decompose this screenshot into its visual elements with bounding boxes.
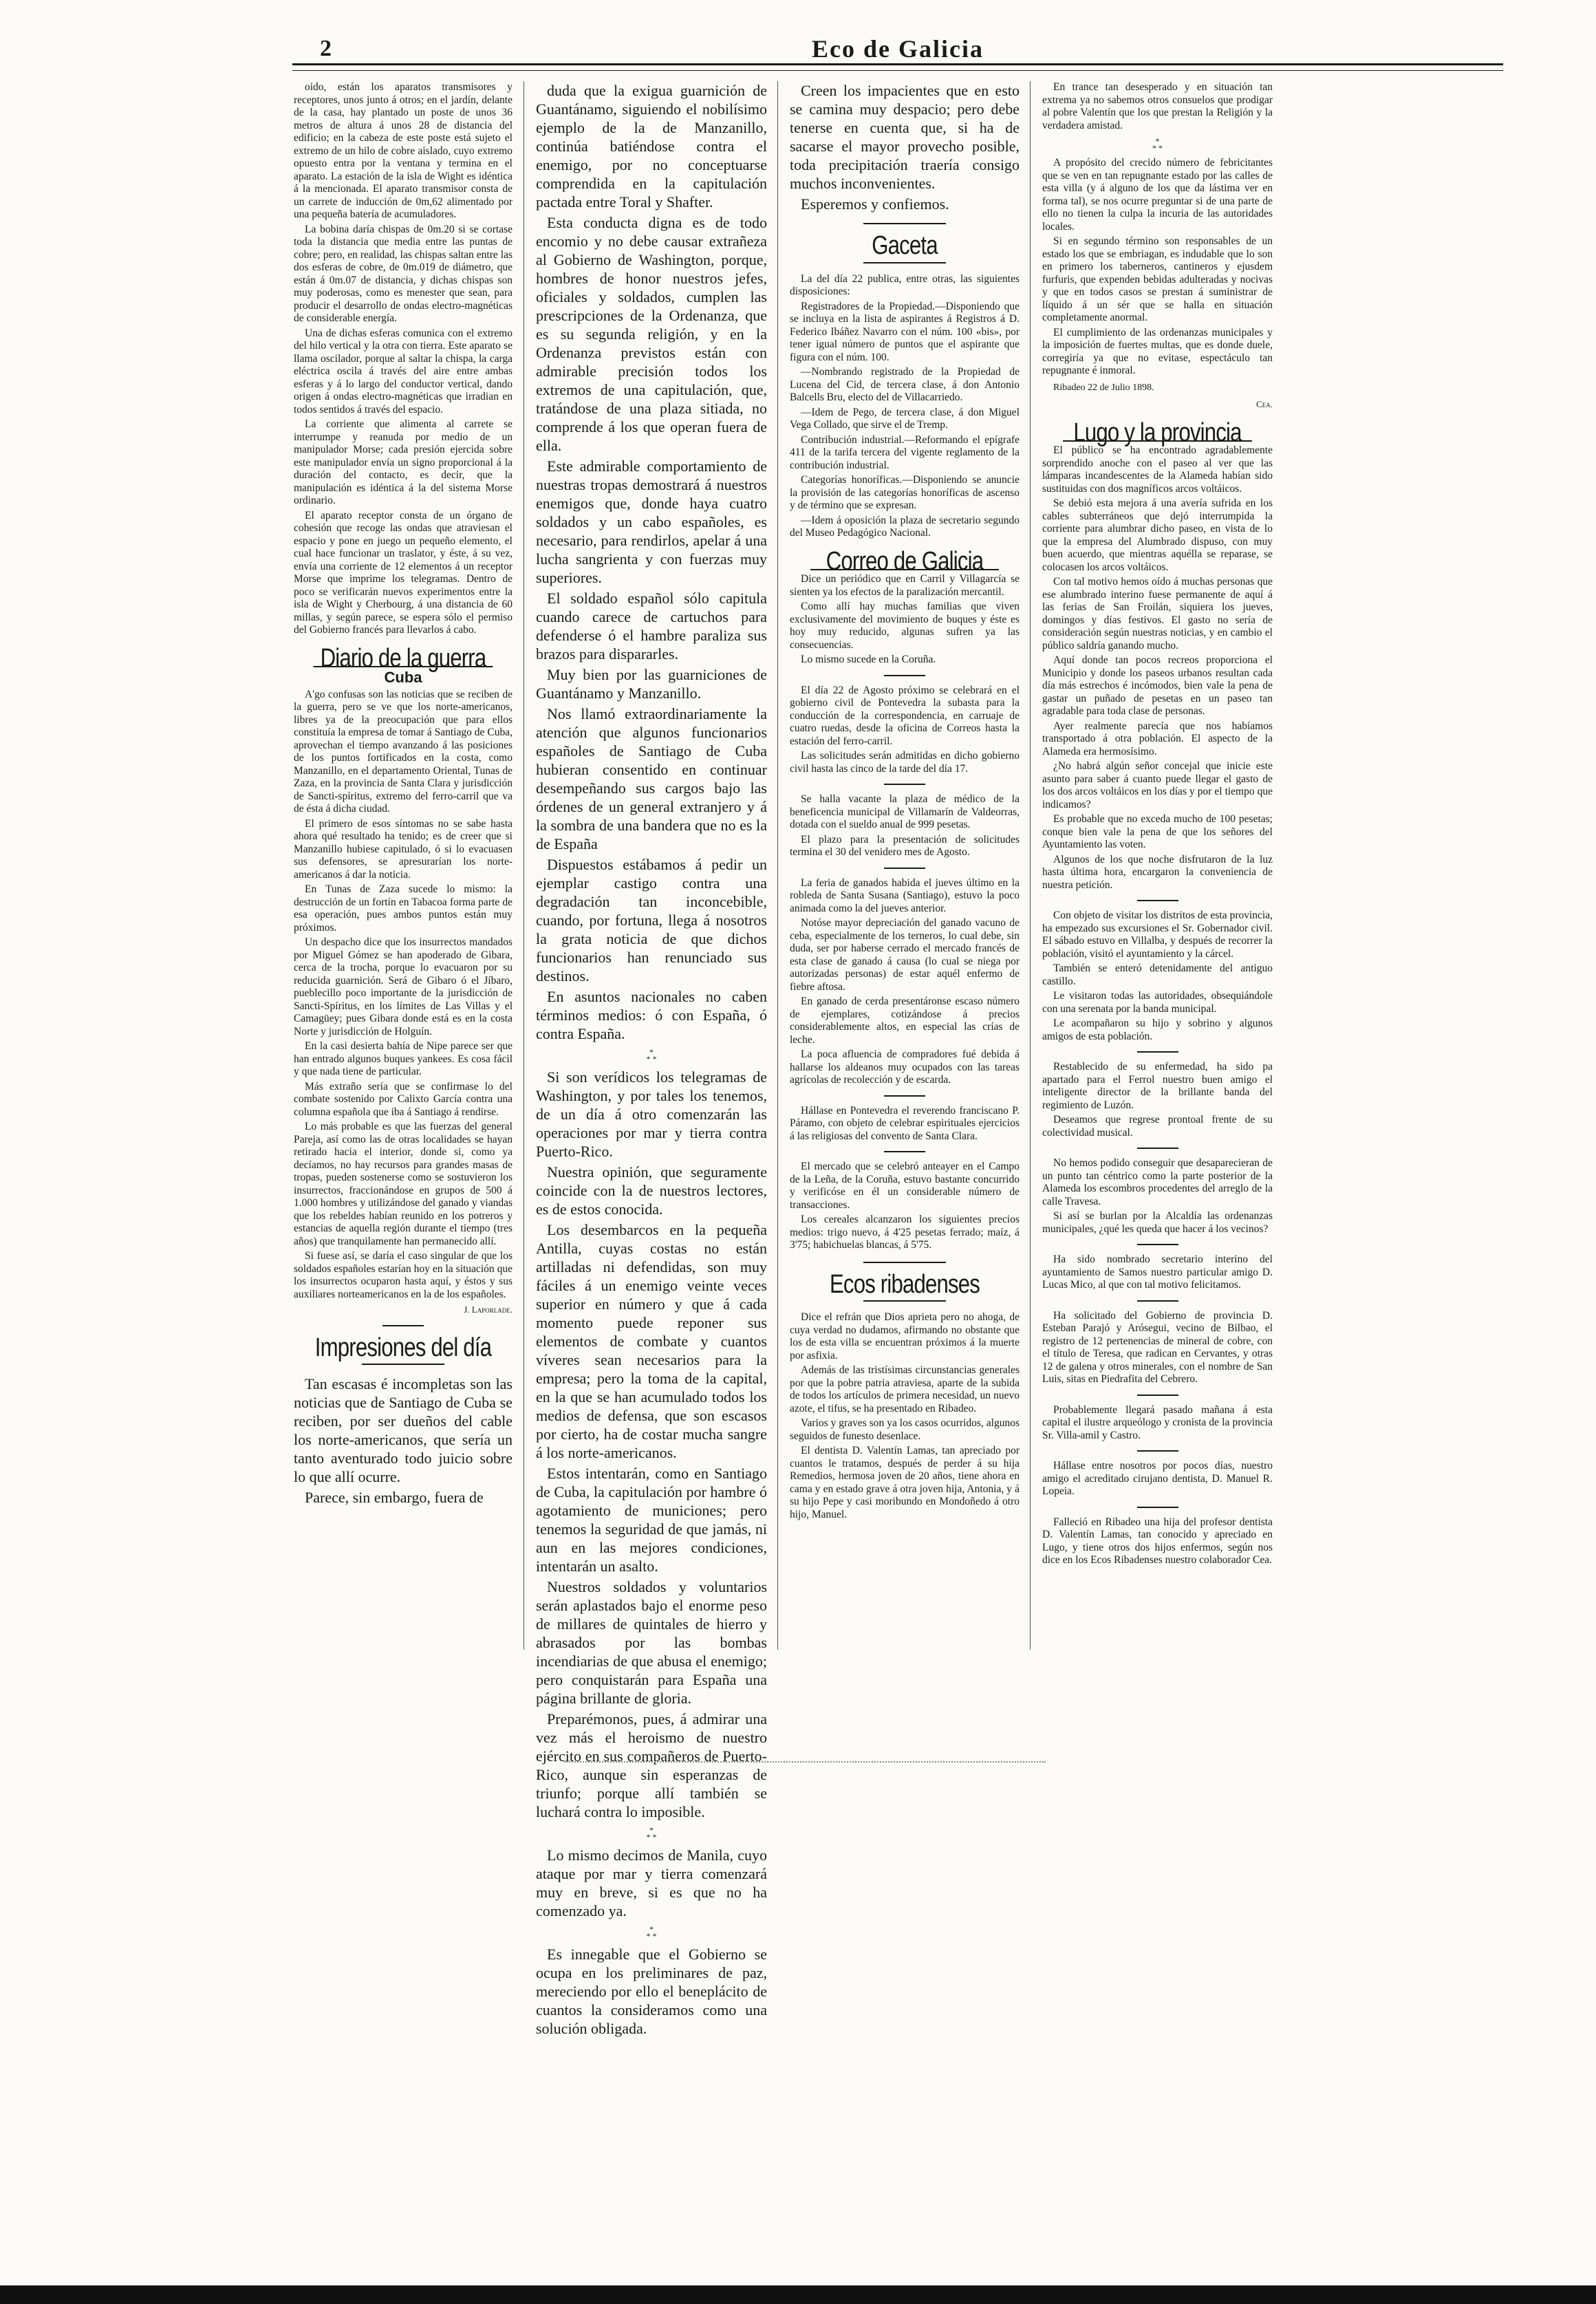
column-1 bbox=[294, 81, 513, 2214]
paragraph: Una de dichas esferas comunica con el extremo del hilo vertical y la otra con tierra. Este aparato se llama oscilador, porque al saltar la chispa, la carga eléctrica oscila á través del aire entre ambas esferas y á lo largo del conductor vertical, dando origen á ondas electro-magnéticas que irradian en todos sentidos á través del espacio. bbox=[294, 327, 513, 416]
paragraph: La del día 22 publica, entre otras, las siguientes disposiciones: bbox=[790, 272, 1020, 297]
paragraph: Tan escasas é incompletas son las noticias que de Santiago de Cuba se reciben, por ser dueños del cable los norte-americanos, que sería un tanto aventurado todo juicio sobre lo que allí ocurre. bbox=[294, 1375, 513, 1485]
paragraph: duda que la exigua guarnición de Guantánamo, siguiendo el nobilísimo ejemplo de la de Manzanillo, continúa batiéndose contra el enemigo, por no conceptuarse comprendida en la capitulación pactada entre Toral y Shafter. bbox=[536, 82, 767, 211]
paragraph: El aparato receptor consta de un órgano de cohesión que recoge las ondas que atraviesan el espacio y pone en juego un pequeño elemento, el cual hace funcionar un traslator, y éste, á su vez, envía una corriente de 12 elementos á un receptor Morse que imprime los telegramas. Dentro de poco se verificarán nuevos experimentos entre la isla de Wight y Cherbourg, á una distancia de 60 millas, y según parece, se espera sólo el permiso del Gobierno francés para llevarlos á cabo. bbox=[294, 509, 513, 636]
divider bbox=[362, 1364, 444, 1365]
paragraph: Nuestra opinión, que seguramente coincide con la de nuestros lectores, es de estos conocida. bbox=[536, 1163, 767, 1218]
divider bbox=[1137, 1148, 1178, 1149]
asterism: * * * bbox=[646, 1924, 657, 1941]
page-number: 2 bbox=[320, 36, 332, 61]
paragraph: El cumplimiento de las ordenanzas municipales y la imposición de fuertes multas, que es donde duele, corregiría ya que no evitase, espectáculo tan repugnante é inmoral. bbox=[1042, 326, 1273, 376]
paragraph: Dice el refrán que Dios aprieta pero no ahoga, de cuya verdad no dudamos, afirmando no obstante que los de esta villa se encuentran próximos á la muerte por asfixia. bbox=[790, 1311, 1020, 1361]
war-article bbox=[294, 689, 513, 1317]
paragraph: Le visitaron todas las autoridades, obsequiándole con una serenata por la banda municipal. bbox=[1042, 990, 1273, 1015]
paragraph: El público se ha encontrado agradablemente sorprendido anoche con el paseo al ver que las lámparas incandescentes de la Alameda habían sido sustituidas con dos magníficos arcos voltáicos. bbox=[1042, 444, 1273, 495]
divider bbox=[884, 784, 925, 785]
paragraph: Hállase en Pontevedra el reverendo franciscano P. Páramo, con objeto de celebrar espirituales ejercicios á las religiosas del convento de Santa Clara. bbox=[790, 1104, 1020, 1142]
section-title-impresiones: Impresiones del día bbox=[314, 1333, 492, 1362]
impresiones-end bbox=[790, 81, 1020, 213]
signature: Cea. bbox=[1256, 399, 1273, 409]
paragraph: No hemos podido conseguir que desaparecieran de un punto tan céntrico como la parte posterior de la Alameda los escombros procedentes del arreglo de la calle Travesa. bbox=[1042, 1157, 1273, 1207]
divider bbox=[863, 262, 946, 263]
divider bbox=[1137, 1300, 1178, 1302]
paragraph: Si son verídicos los telegramas de Washington, y por tales los tenemos, de un día á otro comenzarán las operaciones por mar y tierra contra Puerto-Rico. bbox=[536, 1068, 767, 1160]
dateline: Ribadeo 22 de Julio 1898. bbox=[1053, 382, 1154, 393]
section-title-gaceta: Gaceta bbox=[872, 231, 938, 260]
divider bbox=[1137, 1507, 1178, 1508]
paragraph: Si así se burlan por la Alcaldía las ordenanzas municipales, ¿qué les queda que hacer á los vecinos? bbox=[1042, 1210, 1273, 1235]
paragraph: Más extraño sería que se confirmase lo del combate sostenido por Calixto García contra una columna española que iba á Santiago á rendirse. bbox=[294, 1080, 513, 1118]
divider bbox=[1137, 1395, 1178, 1396]
subhead-cuba: Cuba bbox=[384, 669, 422, 686]
paragraph: Notóse mayor depreciación del ganado vacuno de ceba, especialmente de los terneros, lo cual debe, sin duda, ser por haberse cerrado el mercado francés de esta clase de ganado á causa (lo cual se niega por autorizadas personas) de estar aquél enfermo de fiebre aftosa. bbox=[790, 917, 1020, 993]
paragraph: —Nombrando registrado de la Propiedad de Lucena del Cid, de tercera clase, á don Antonio Balcells Bru, electo del de Villacarriedo. bbox=[790, 366, 1020, 403]
paragraph: Las solicitudes serán admitidas en dicho gobierno civil hasta las cinco de la tarde del día 17. bbox=[790, 750, 1020, 775]
paragraph: Esta conducta digna es de todo encomio y no debe causar extrañeza al Gobierno de Washington, porque, hombres de honor nuestros jefes, oficiales y soldados, cumplen las prescripciones de la Ordenanza, que es su segunda religión, y en la Ordenanza previstos están con admirable precisión todos los extremos de una capitulación, que, tratándose de una plaza sitiada, no comprende á los que operan fuera de ella. bbox=[536, 214, 767, 454]
paragraph: Se halla vacante la plaza de médico de la beneficencia municipal de Villamarín de Valdeorras, dotada con el sueldo anual de 999 pesetas. bbox=[790, 793, 1020, 830]
paragraph: Dispuestos estábamos á pedir un ejemplar castigo contra una degradación tan inconcebible, cuando, por fortuna, llega á nosotros la grata noticia de que dichos funcionarios han renunciado sus destinos. bbox=[536, 856, 767, 984]
paragraph: En Tunas de Zaza sucede lo mismo: la destrucción de un fortín en Tabacoa forma parte de esa operación, pues ambos puntos están muy próximos. bbox=[294, 883, 513, 934]
paragraph: Se debió esta mejora á una avería sufrida en los cables subterráneos que dejó interrumpida la corriente para alumbrar dicho paseo, en vista de lo que la empresa del Alumbrado dispuso, con muy buen acuerdo, que mientras aquélla se reparase, se colocasen los arcos voltáicos. bbox=[1042, 497, 1273, 573]
divider bbox=[884, 1151, 925, 1152]
paragraph: Este admirable comportamiento de nuestras tropas demostrará á nuestros enemigos que, donde haya cuatro soldados y un cabo españoles, es necesario, para rendirlos, apelar á una lucha sangrienta y con fuerzas muy superiores. bbox=[536, 457, 767, 586]
paragraph: Lo mismo decimos de Manila, cuyo ataque por mar y tierra comenzará muy en breve, si es que no ha comenzado ya. bbox=[536, 1847, 767, 1919]
divider bbox=[884, 675, 925, 676]
divider bbox=[1137, 900, 1178, 901]
divider bbox=[1137, 1051, 1178, 1053]
paragraph: También se enteró detenidamente del antiguo castillo. bbox=[1042, 962, 1273, 987]
paragraph: Un despacho dice que los insurrectos mandados por Miguel Gómez se han apoderado de Gibara, cerca de la trocha, porque lo evacuaron por su reducida guarnición. Será de Gibaro ó el Jíbaro, pueblecillo poco importante de la jurisdicción de Sancti-Spíritus, en los límites de Las Villas y el Camagüey; pues Gibara donde está es en la costa Norte y jurisdicción de Holguín. bbox=[294, 936, 513, 1037]
paragraph: oido, están los aparatos transmisores y receptores, unos junto á otros; en el jardín, delante de la casa, hay plantado un poste de unos 36 metros de altura á unos 28 de distancia del edificio; en la cabeza de este poste está sujeto el extremo de un hilo de cobre aislado, cuyo extremo opuesto entra por la ventana y termina en el aparato. La estación de la isla de Wight es idéntica á la mencionada. El aparato transmisor consta de un carrete de inducción de 0m,62 alimentado por una pequeña batería de acumuladores. bbox=[294, 81, 513, 220]
paragraph: El primero de esos síntomas no se sabe hasta ahora qué resultado ha tenido; es de creer que si Manzanillo hubiese capitulado, ó si lo evacuasen sus defensores, se apresurarían los norte-americanos á dar la noticia. bbox=[294, 817, 513, 881]
paragraph: A'go confusas son las noticias que se reciben de la guerra, pero se ve que los norte-americanos, libres ya de la preocupación que para ellos constituía la empresa de tomar á Santiago de Cuba, aprovechan el tiempo avanzando á las posiciones de los puntos fortificados en la costa, como Manzanillo, en el departamento Oriental, Tunas de Zaza, en la provincia de Santa Clara y jurisdicción de Sancti-spíritus, extremo del ferro-carril que va de ésta á dicha ciudad. bbox=[294, 688, 513, 815]
paragraph: Es innegable que el Gobierno se ocupa en los preliminares de paz, mereciendo por ello el beneplácito de cuantos la consideramos como una solución obligada. bbox=[536, 1946, 767, 2037]
paragraph: Nuestros soldados y voluntarios serán aplastados bajo el enorme peso de millares de quintales de hierro y abrasados por las bombas incendiarias de que abusa el enemigo; pero conquistarán para España una página brillante de gloria. bbox=[536, 1578, 767, 1707]
asterism: * * * bbox=[646, 1825, 657, 1842]
impresiones-continued bbox=[536, 81, 767, 2038]
paragraph: Preparémonos, pues, á admirar una vez más el heroismo de nuestro ejército en sus compañeros de Puerto-Rico, aunque sin esperanzas de triunfo; porque allí también se luchará contra lo imposible. bbox=[536, 1710, 767, 1820]
paragraph: Esperemos y confiemos. bbox=[801, 195, 949, 213]
paragraph: La bobina daría chispas de 0m.20 si se cortase toda la distancia que media entre las puntas de cobre; pero, en realidad, las chispas saltan entre las dos esferas de cobre, de 0m.019 de diámetro, que están á 0m.07 de distancia, y dichas chispas son muy poderosas, como es menester que sean, para producir el desarrollo de ondas electro-magnéticas de considerable energía. bbox=[294, 223, 513, 324]
paragraph: Contribución industrial.—Reformando el epígrafe 411 de la tarifa tercera del vigente reglamento de la contribución industrial. bbox=[790, 433, 1020, 471]
paragraph: —Idem á oposición la plaza de secretario segundo del Museo Pedagógico Nacional. bbox=[790, 514, 1020, 539]
header-rule bbox=[292, 63, 1503, 71]
paragraph: Nos llamó extraordinariamente la atención que algunos funcionarios españoles de Santiago de Cuba hubieran consentido en continuar desempeñando sus cargos bajo las órdenes de un general extranjero y á la sombra de una bandera que no es la de España bbox=[536, 705, 767, 852]
correo-article bbox=[790, 573, 1020, 1252]
divider bbox=[382, 1325, 424, 1326]
paragraph: Ha solicitado del Gobierno de provincia D. Esteban Parajó y Arósegui, vecino de Bilbao, el registro de 12 pertenencias de mineral de cobre, con el título de Teresa, que radican en Cervantes, y otras 12 de galena y otros minerales, con el nombre de San Luis, sitas en Piedrafita del Cebrero. bbox=[1042, 1309, 1273, 1385]
paragraph: En ganado de cerda presentáronse escaso número de ejemplares, cotizándose á precios considerablemente altos, en especial las crías de leche. bbox=[790, 995, 1020, 1046]
paragraph: Con tal motivo hemos oído á muchas personas que ese alumbrado interino fuese permanente de aquí á las ferias de San Froilán, siquiera los jueves, domingos y días festivos. El gasto no sería de consideración según nuestras noticias, y en cambio el público saldría ganando mucho. bbox=[1042, 576, 1273, 652]
divider bbox=[863, 223, 946, 224]
paragraph: Parece, sin embargo, fuera de bbox=[305, 1489, 484, 1506]
paragraph: Los cereales alcanzaron los siguientes precios medios: trigo nuevo, á 4'25 pesetas ferrado; maíz, á 3'75; habichuelas blancas, á 5'75. bbox=[790, 1214, 1020, 1251]
paragraph: Categorías honoríficas.—Disponiendo se anuncie la provisión de las categorías honoríficas de ascenso y de término que se expresan. bbox=[790, 474, 1020, 511]
signature: J. Laporlade. bbox=[464, 1304, 513, 1315]
ecos-continued bbox=[1042, 81, 1273, 411]
paragraph: Algunos de los que noche disfrutaron de la luz hasta última hora, encargaron la conveniencia de nuestra petición. bbox=[1042, 853, 1273, 891]
paragraph: El plazo para la presentación de solicitudes termina el 30 del venidero mes de Agosto. bbox=[790, 833, 1020, 858]
paragraph: La feria de ganados habida el jueves último en la robleda de Santa Susana (Santiago), estuvo la poco animada como la del jueves anterior. bbox=[790, 876, 1020, 914]
paragraph: Dice un periódico que en Carril y Villagarcía se sienten ya los efectos de la paralización mercantil. bbox=[790, 573, 1020, 598]
paragraph: Aquí donde tan pocos recreos proporciona el Municipio y donde los paseos urbanos resultan cada día más estrechos é incómodos, bien vale la pena de gastar un puñado de pesetas en un paseo tan agradable para toda clase de personas. bbox=[1042, 654, 1273, 717]
section-title-correo: Correo de Galicia bbox=[810, 555, 999, 571]
paragraph: En la casi desierta bahía de Nipe parece ser que han entrado algunos buques yankees. Es cosa fácil y que nada tiene de particular. bbox=[294, 1040, 513, 1077]
section-title-diario: Diario de la guerra bbox=[314, 652, 493, 668]
column-separator bbox=[777, 81, 778, 1650]
paragraph: Muy bien por las guarniciones de Guantánamo y Manzanillo. bbox=[536, 666, 767, 702]
paragraph: ¿No habrá algún señor concejal que inicie este asunto para saber á cuanto puede llegar el gasto de los dos arcos voltáicos en los días y por el tiempo que indicamos? bbox=[1042, 760, 1273, 810]
scan-edge bbox=[0, 2285, 1596, 2304]
paragraph: Hállase entre nosotros por pocos días, nuestro amigo el acreditado cirujano dentista, D. Manuel R. Lopeia. bbox=[1042, 1460, 1273, 1497]
paragraph: Estos intentarán, como en Santiago de Cuba, la capitulación por hambre ó agotamiento de municiones; pero tenemos la seguridad de que jamás, ni aun en las mejores condiciones, intentarán un asalto. bbox=[536, 1465, 767, 1575]
column-3 bbox=[790, 81, 1020, 2214]
paragraph: Deseamos que regrese prontoal frente de su colectividad musical. bbox=[1042, 1114, 1273, 1139]
paragraph: El día 22 de Agosto próximo se celebrará en el gobierno civil de Pontevedra la subasta para la conducción de la correspondencia, en carruaje de cuatro ruedas, desde la oficina de Correos hasta la estación del ferro-carril. bbox=[790, 684, 1020, 747]
asterism: * * * bbox=[646, 1047, 657, 1064]
paragraph: Probablemente llegará pasado mañana á esta capital el ilustre arqueólogo y cronista de la provincia Sr. Villa-amil y Castro. bbox=[1042, 1403, 1273, 1441]
divider bbox=[884, 1095, 925, 1097]
paragraph: Es probable que no exceda mucho de 100 pesetas; conque bien vale la pena de que los señores del Ayuntamiento las voten. bbox=[1042, 813, 1273, 850]
column-4 bbox=[1042, 81, 1273, 2214]
divider bbox=[1137, 1244, 1178, 1245]
paragraph: Lo mismo sucede en la Coruña. bbox=[801, 654, 936, 665]
paragraph: Además de las tristísimas circunstancias generales por que la pobre patria atraviesa, aparte de la subida de todos los artículos de primera necesidad, un nuevo azote, el tifus, se ha presentado en Ribadeo. bbox=[790, 1364, 1020, 1414]
column-2 bbox=[536, 81, 767, 2214]
section-title-ecos: Ecos ribadenses bbox=[829, 1269, 980, 1299]
paragraph: Le acompañaron su hijo y sobrino y algunos amigos de esta población. bbox=[1042, 1018, 1273, 1042]
lugo-article bbox=[1042, 444, 1273, 1567]
paragraph: En asuntos nacionales no caben términos medios: ó con España, ó contra España. bbox=[536, 988, 767, 1042]
page-footer-marks bbox=[564, 1761, 1046, 1776]
gaceta-article bbox=[790, 273, 1020, 540]
paragraph: Registradores de la Propiedad.—Disponiendo que se incluya en la lista de aspirantes á Registros á D. Federico Ibáñez Navarro con el núm. 100 «bis», por tener igual número de puntos que el aspirante que figura con el núm. 100. bbox=[790, 300, 1020, 363]
paragraph: Si en segundo término son responsables de un estado los que se embriagan, es indudable que lo son en primero los taberneros, cantineros y ejusdem furfuris, que expenden bebidas adulteradas y nocivas y que en todos casos se prestan á suministrar de líquido á un sér que se halla en situación completamente anormal. bbox=[1042, 235, 1273, 323]
divider bbox=[863, 1262, 946, 1263]
paragraph: El dentista D. Valentín Lamas, tan apreciado por cuantos le tratamos, después de perder á su hija Remedios, hermosa joven de 20 años, tiene ahora en cama y en estado grave á otra joven hija, Antonia, y á su hijo Pepe y casi moribundo en Mondoñedo á otro hijo, Manuel. bbox=[790, 1445, 1020, 1520]
paragraph: Con objeto de visitar los distritos de esta provincia, ha empezado sus excursiones el Sr. Gobernador civil. El sábado estuvo en Villalba, y después de recorrer la población, visitó el ayuntamiento y la cárcel. bbox=[1042, 909, 1273, 960]
paragraph: En trance tan desesperado y en situación tan extrema ya no sabemos otros consuelos que prodigar al pobre Valentín que los que prestan la Religión y la verdadera amistad. bbox=[1042, 81, 1273, 131]
divider bbox=[884, 868, 925, 869]
impresiones-article bbox=[294, 1375, 513, 1507]
paragraph: —Idem de Pego, de tercera clase, á don Miguel Vega Collado, que sirve el de Tremp. bbox=[790, 406, 1020, 431]
paragraph: Los desembarcos en la pequeña Antilla, cuyas costas no están artilladas ni defendidas, son muy fáciles á un enemigo veinte veces superior en número y que á cada momento puede reponer sus elementos de combate y cuantos víveres sean necesarios para la empresa; pero la toma de la capital, en la que se han acumulado todos los medios de defensa, que son escasos por cierto, ha de costar mucha sangre á los norte-americanos. bbox=[536, 1221, 767, 1461]
paragraph: Lo más probable es que las fuerzas del general Pareja, así como las de otras localidades se hayan retirado hacia el interior, donde si, como ya decíamos, no hay recursos para grandes masas de tropas, pueden sostenerse como se sostuvieron los insurrectos, fraccionándose en grupos de 500 á 1.000 hombres y utilizándose del ganado y viandas que los rebeldes habían reunido en los potreros y estancias de aquella región durante el tiempo (tres años) que tranquilamente han permanecido allí. bbox=[294, 1121, 513, 1247]
column-separator bbox=[1030, 81, 1031, 1650]
paragraph: El soldado español sólo capitula cuando carece de cartuchos para defenderse ó el hambre paraliza sus brazos para dispararles. bbox=[536, 590, 767, 663]
paragraph: La corriente que alimenta al carrete se interrumpe y reanuda por medio de un manipulador Morse; cada presión ejercida sobre este manipulador envía un signo proporcional á la duración del contacto, es decir, que la manipulación es idéntica á la del sistema Morse ordinario. bbox=[294, 418, 513, 506]
paragraph: Ha sido nombrado secretario interino del ayuntamiento de Samos nuestro particular amigo D. Lucas Mico, al que con tal motivo felicitamos. bbox=[1042, 1253, 1273, 1291]
paragraph: A propósito del crecido número de febricitantes que se ven en tan repugnante estado por las calles de esta villa (y á alguno de los que da lástima ver en forma tal), se nos ocurre preguntar si de una parte de ello no tienen la culpa la incuria de las autoridades locales. bbox=[1042, 157, 1273, 233]
divider bbox=[863, 1300, 946, 1302]
paragraph: Creen los impacientes que en esto se camina muy despacio; pero debe tenerse en cuenta que, si ha de sacarse el mayor provecho posible, toda precipitación traería consigo muchos inconvenientes. bbox=[790, 82, 1020, 192]
section-title-lugo: Lugo y la provincia bbox=[1063, 427, 1252, 442]
paragraph: El mercado que se celebró anteayer en el Campo de la Leña, de la Coruña, estuvo bastante concurrido y verificóse en él un considerable número de transacciones. bbox=[790, 1161, 1020, 1211]
divider bbox=[1137, 1450, 1178, 1452]
telegraph-article bbox=[294, 81, 513, 637]
paragraph: Como allí hay muchas familias que viven exclusivamente del movimiento de buques y éste es hoy muy reducido, algunas sufren ya las consecuencias. bbox=[790, 601, 1020, 651]
ecos-article bbox=[790, 1311, 1020, 1521]
asterism: * * * bbox=[1152, 136, 1163, 153]
paper-title: Eco de Galicia bbox=[812, 35, 984, 63]
paragraph: La poca afluencia de compradores fué debida á hallarse los aldeanos muy ocupados con las tareas agrícolas de recolección y de escarda. bbox=[790, 1048, 1020, 1086]
paragraph: Ayer realmente parecía que nos habíamos transportado á otra población. El aspecto de la Alameda era hermosísimo. bbox=[1042, 720, 1273, 757]
paragraph: Falleció en Ribadeo una hija del profesor dentista D. Valentín Lamas, tan conocido y apreciado en Lugo, y tiene otros dos hijos enfermos, según nos dice en los Ecos Ribadenses nuestro colaborador Cea. bbox=[1042, 1516, 1273, 1566]
paragraph: Restablecido de su enfermedad, ha sido pa apartado para el Ferrol nuestro buen amigo el inteligente director de la brillante banda del regimiento de Luzón. bbox=[1042, 1061, 1273, 1111]
paragraph: Si fuese así, se daría el caso singular de que los soldados españoles estarían hoy en la situación que los insurrectos ocuparon hasta aquí, y éstos y sus auxiliares norteamericanos en la de los españoles. bbox=[294, 1250, 513, 1300]
paragraph: Varios y graves son ya los casos ocurridos, algunos seguidos de funesto desenlace. bbox=[790, 1417, 1020, 1442]
